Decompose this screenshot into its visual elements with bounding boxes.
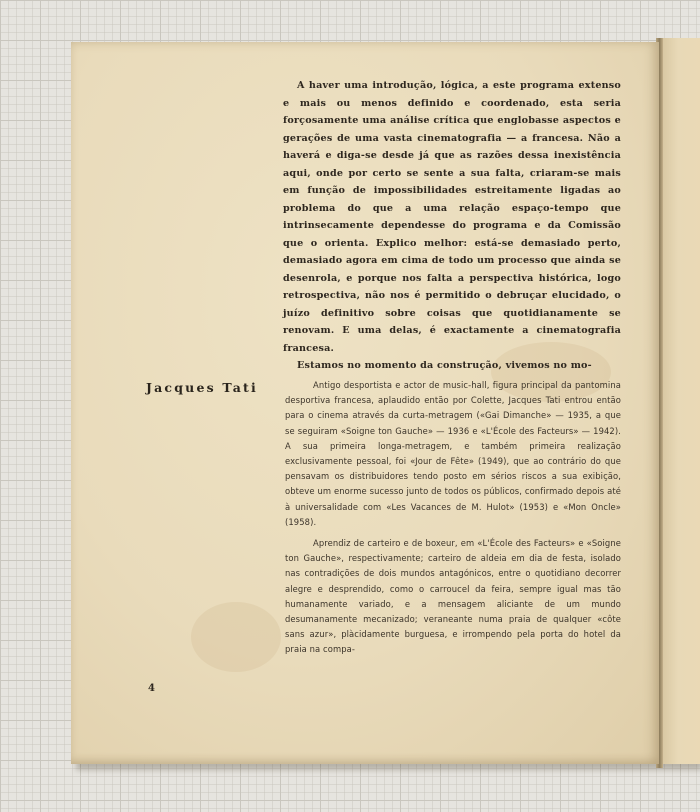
- section-paragraph: Aprendiz de carteiro e de boxeur, em «L'École des Facteurs» e «Soigne ton Gauche», respectivamente; carteiro de aldeia em dia de festa, isolado nas contradições de dois mundos antagónicos, entre o quotidiano decorrer alegre e desprendido, como o carroucel da feira, sempre igual mas tão humanamente variado, e a mensagem aliciante de um mundo desumanamente mecanizado; veraneante numa praia de qualquer «côte sans azur», plàcidamente burguesa, e irrompendo pela porta do hotel da praia na compa-: [285, 538, 621, 655]
- intro-text: [283, 77, 621, 375]
- section-body: [285, 378, 621, 658]
- intro-paragraph: Estamos no momento da construção, vivemos no mo-: [297, 360, 592, 371]
- section-paragraph: Antigo desportista e actor de music-hall, figura principal da pantomina desportiva francesa, aplaudido então por Colette, Jacques Tati entrou então para o cinema através da curta-metragem («Gai Dimanche» — 1935, a que se seguiram «Soigne ton Gauche» — 1936 e «L'École des Facteurs» — 1942). A sua primeira longa-metragem, e também primeira realização exclusivamente pessoal, foi «Jour de Fête» (1949), que ao contrário do que pensavam os distribuidores tendo posto em sérios riscos a sua exibição, obteve um enorme sucesso junto de todos os públicos, confirmado depois até à universalidade com «Les Vacances de M. Hulot» (1953) e «Mon Oncle» (1958).: [285, 380, 621, 527]
- section-heading: Jacques Tati: [146, 380, 258, 395]
- paper-stain: [191, 602, 281, 672]
- facing-page-edge: [662, 38, 700, 764]
- intro-paragraph: A haver uma introdução, lógica, a este programa extenso e mais ou menos definido e coordenado, esta seria forçosamente uma análise crítica que englobasse aspectos e gerações de uma vasta cinematografia — a francesa. Não a haverá e diga-se desde já que as razões dessa inexistência aqui, onde por certo se sente a sua falta, criaram-se mais em função de impossibilidades estreitamente ligadas ao problema do que a uma relação espaço-tempo que intrinsecamente dependesse do programa e da Comissão que o orienta. Explico melhor: está-se demasiado perto, demasiado agora em cima de todo um processo que ainda se desenrola, e porque nos falta a perspectiva histórica, logo retrospectiva, não nos é permitido o debruçar elucidado, o juízo definitivo sobre coisas que quotidianamente se renovam. E uma delas, é exactamente a cinematografia francesa.: [283, 80, 621, 354]
- page-number: 4: [148, 683, 155, 694]
